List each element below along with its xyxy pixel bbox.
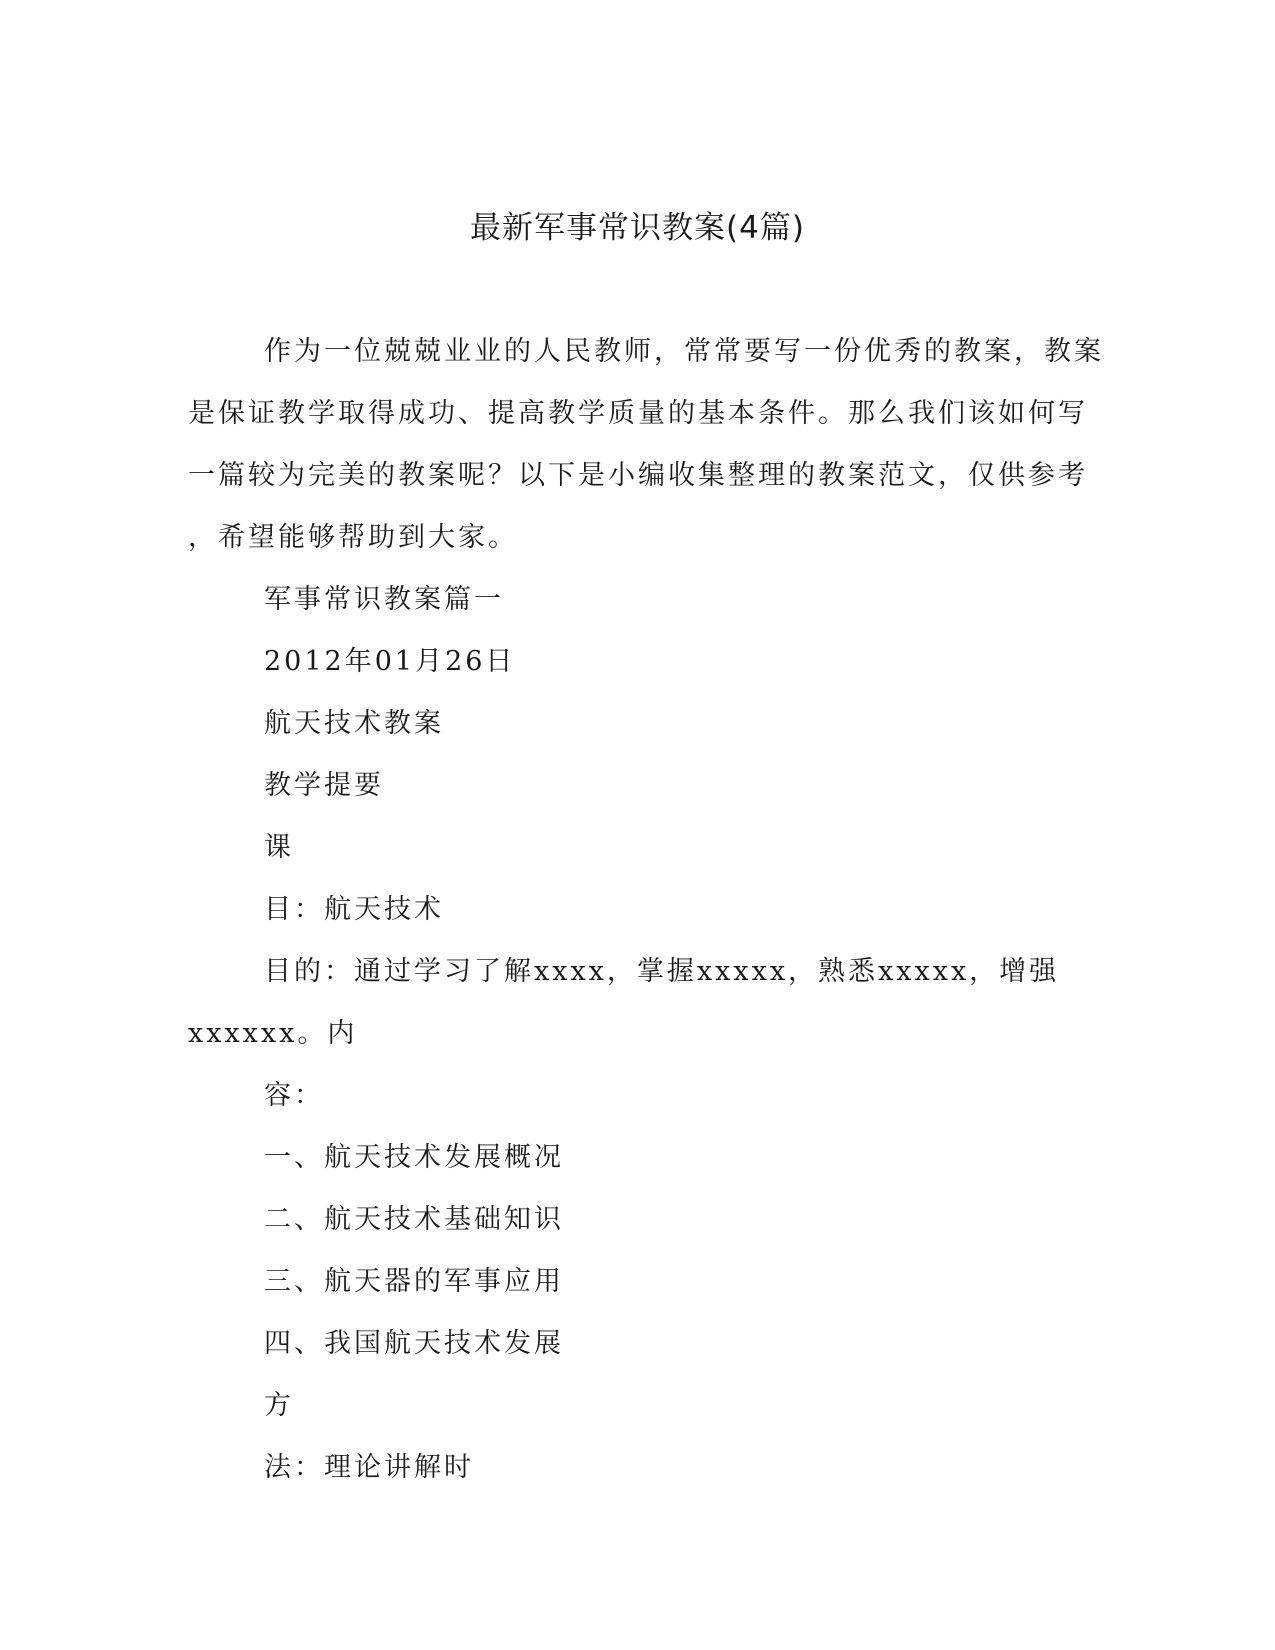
intro-line: 一篇较为完美的教案呢？以下是小编收集整理的教案范文，仅供参考 [188,460,1088,491]
content-item: 一、航天技术发展概况 [264,1142,564,1173]
intro-line: ，希望能够帮助到大家。 [188,522,518,553]
outline-heading: 教学提要 [264,770,384,801]
content-label: 容： [264,1080,324,1111]
content-item: 三、航天器的军事应用 [264,1266,564,1297]
method-value: 法：理论讲解时 [264,1452,474,1483]
lesson-date: 2012年01月26日 [264,646,516,677]
content-item: 四、我国航天技术发展 [264,1328,564,1359]
intro-line: 作为一位兢兢业业的人民教师，常常要写一份优秀的教案，教案 [264,336,1104,367]
lesson-title: 航天技术教案 [264,708,444,739]
intro-line: 是保证教学取得成功、提高教学质量的基本条件。那么我们该如何写 [188,398,1088,429]
method-label: 方 [264,1390,294,1421]
course-value: 目：航天技术 [264,894,444,925]
document-body [188,332,1104,1510]
content-item: 二、航天技术基础知识 [264,1204,564,1235]
purpose-line: 目的：通过学习了解xxxx，掌握xxxxx，熟悉xxxxx，增强 [264,956,1060,987]
document-title: 最新军事常识教案(4篇) [470,210,805,246]
section-heading: 军事常识教案篇一 [264,584,504,615]
course-label: 课 [264,832,294,863]
purpose-line-continued: xxxxxx。内 [188,1018,358,1049]
